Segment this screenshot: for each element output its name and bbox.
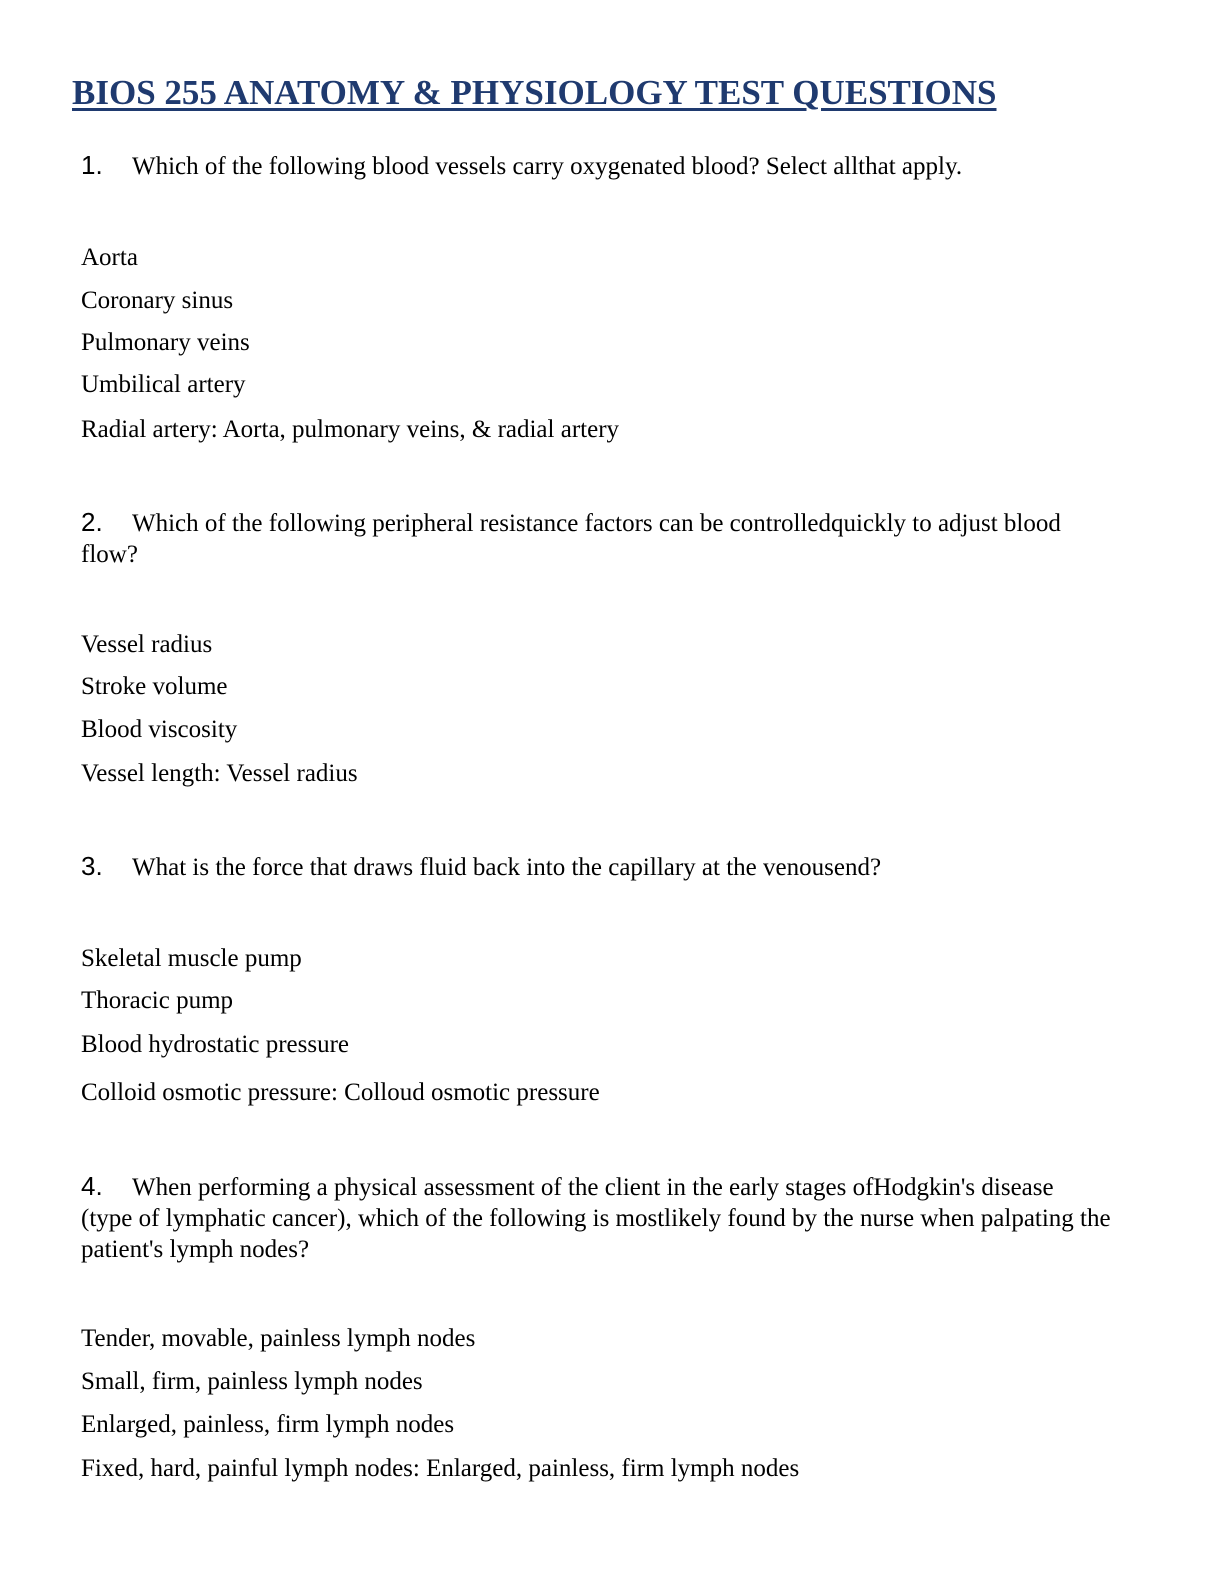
option: Colloid osmotic pressure: Colloud osmotic pressure bbox=[81, 1079, 600, 1106]
question-number: 4. bbox=[81, 1171, 103, 1201]
option: Thoracic pump bbox=[81, 987, 234, 1014]
option: Blood viscosity bbox=[81, 716, 238, 743]
option: Fixed, hard, painful lymph nodes: Enlarged, painless, firm lymph nodes bbox=[81, 1455, 800, 1482]
question-2 bbox=[81, 507, 1111, 570]
option: Aorta bbox=[81, 244, 138, 271]
option: Enlarged, painless, firm lymph nodes bbox=[81, 1411, 455, 1438]
question-text: Which of the following blood vessels carry oxygenated blood? Select allthat apply. bbox=[132, 153, 963, 180]
question-1 bbox=[81, 150, 1111, 182]
option: Vessel length: Vessel radius bbox=[81, 760, 358, 787]
question-text: When performing a physical assessment of the client in the early stages ofHodgkin's disease (type of lymphatic cancer), which of the following is mostlikely found by the nurse when palpating the patient's lymph nodes? bbox=[81, 1174, 1111, 1263]
question-number: 3. bbox=[81, 851, 103, 881]
option: Stroke volume bbox=[81, 673, 228, 700]
option: Skeletal muscle pump bbox=[81, 945, 302, 972]
option: Small, firm, painless lymph nodes bbox=[81, 1368, 423, 1395]
question-4 bbox=[81, 1171, 1111, 1265]
option: Tender, movable, painless lymph nodes bbox=[81, 1325, 476, 1352]
question-text: What is the force that draws fluid back into the capillary at the venousend? bbox=[132, 854, 882, 881]
question-number: 2. bbox=[81, 507, 103, 537]
option: Vessel radius bbox=[81, 631, 213, 658]
question-number: 1. bbox=[81, 150, 103, 180]
question-text: Which of the following peripheral resistance factors can be controlledquickly to adjust blood flow? bbox=[81, 510, 1061, 568]
option: Pulmonary veins bbox=[81, 329, 250, 356]
option: Umbilical artery bbox=[81, 371, 246, 398]
page-title: BIOS 255 ANATOMY & PHYSIOLOGY TEST QUESTIONS bbox=[72, 73, 997, 112]
question-3 bbox=[81, 851, 1111, 883]
option: Coronary sinus bbox=[81, 287, 234, 314]
option: Blood hydrostatic pressure bbox=[81, 1031, 350, 1058]
option: Radial artery: Aorta, pulmonary veins, & radial artery bbox=[81, 416, 620, 443]
